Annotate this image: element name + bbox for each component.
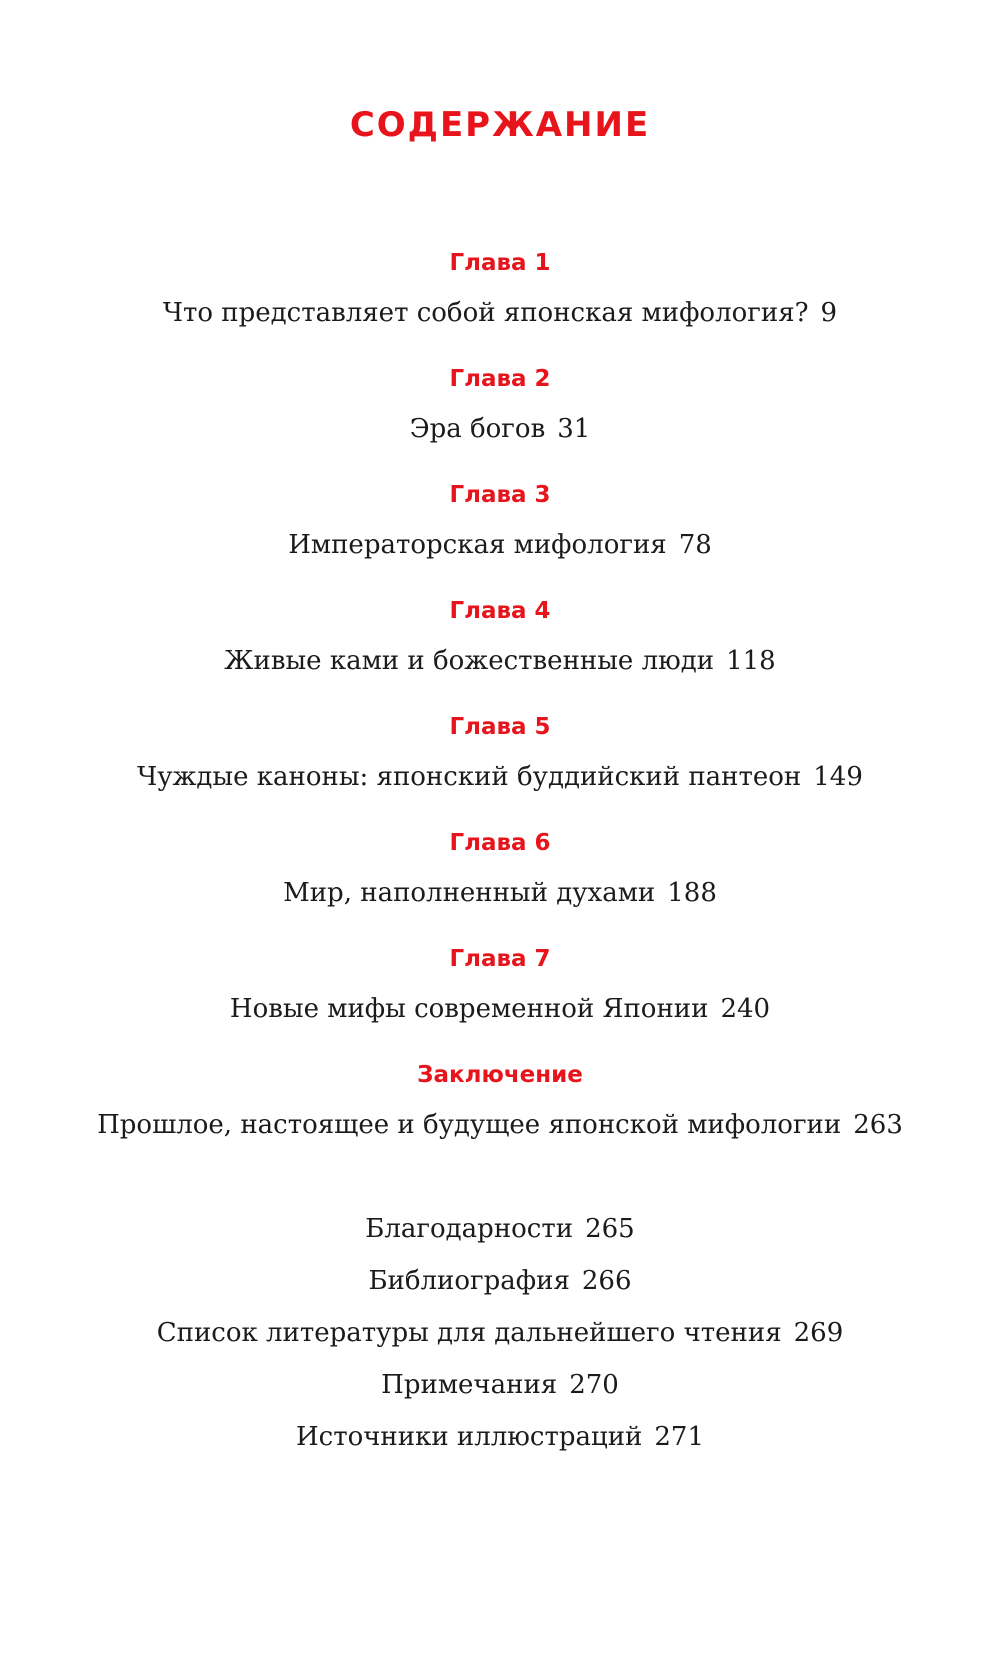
toc-entry[interactable] bbox=[0, 1216, 1000, 1242]
entry-title: Благодарности bbox=[365, 1214, 574, 1244]
entry-title: Новые мифы современной Японии bbox=[229, 994, 709, 1024]
toc-entry[interactable] bbox=[0, 648, 1000, 674]
entry-title: Библиография bbox=[368, 1266, 570, 1296]
toc-entry[interactable] bbox=[0, 1372, 1000, 1398]
entry-page-number: 269 bbox=[793, 1318, 844, 1348]
toc-entry[interactable] bbox=[0, 764, 1000, 790]
chapter-label: Глава 1 bbox=[449, 250, 551, 276]
page-title: СОДЕРЖАНИЕ bbox=[349, 105, 651, 145]
entry-page-number: 149 bbox=[813, 762, 863, 792]
chapter-label: Заключение bbox=[417, 1062, 583, 1088]
entry-page-number: 263 bbox=[853, 1110, 903, 1140]
entry-page-number: 118 bbox=[726, 646, 776, 676]
toc-entry[interactable] bbox=[0, 1268, 1000, 1294]
entry-page-number: 188 bbox=[667, 878, 717, 908]
entry-page-number: 78 bbox=[678, 530, 712, 560]
entry-title: Живые ками и божественные люди bbox=[224, 646, 715, 676]
entry-page-number: 265 bbox=[585, 1214, 635, 1244]
entry-page-number: 240 bbox=[720, 994, 771, 1024]
chapter-label: Глава 7 bbox=[449, 946, 551, 972]
toc-entry[interactable] bbox=[0, 300, 1000, 326]
entry-title: Чуждые каноны: японский буддийский пантеон bbox=[137, 762, 802, 792]
entry-page-number: 266 bbox=[581, 1266, 632, 1296]
entry-page-number: 270 bbox=[569, 1370, 619, 1400]
entry-title: Примечания bbox=[381, 1370, 558, 1400]
toc-entry[interactable] bbox=[0, 1112, 1000, 1138]
entry-title: Императорская мифология bbox=[288, 530, 667, 560]
entry-page-number: 9 bbox=[820, 298, 838, 328]
toc-entry[interactable] bbox=[0, 1320, 1000, 1346]
toc-entry[interactable] bbox=[0, 532, 1000, 558]
entry-page-number: 271 bbox=[654, 1422, 705, 1452]
chapter-label: Глава 2 bbox=[449, 366, 551, 392]
entry-title: Источники иллюстраций bbox=[295, 1422, 643, 1452]
chapter-label: Глава 4 bbox=[449, 598, 551, 624]
entry-page-number: 31 bbox=[557, 414, 591, 444]
chapter-label: Глава 5 bbox=[449, 714, 551, 740]
toc-entry[interactable] bbox=[0, 996, 1000, 1022]
chapter-label: Глава 3 bbox=[449, 482, 551, 508]
entry-title: Прошлое, настоящее и будущее японской мифологии bbox=[97, 1110, 842, 1140]
entry-title: Что представляет собой японская мифология? bbox=[162, 298, 809, 328]
toc-entry[interactable] bbox=[0, 1424, 1000, 1450]
toc-entry[interactable] bbox=[0, 416, 1000, 442]
entry-title: Эра богов bbox=[409, 414, 546, 444]
chapter-label: Глава 6 bbox=[449, 830, 551, 856]
toc-entry[interactable] bbox=[0, 880, 1000, 906]
entry-title: Список литературы для дальнейшего чтения bbox=[156, 1318, 782, 1348]
entry-title: Мир, наполненный духами bbox=[283, 878, 656, 908]
